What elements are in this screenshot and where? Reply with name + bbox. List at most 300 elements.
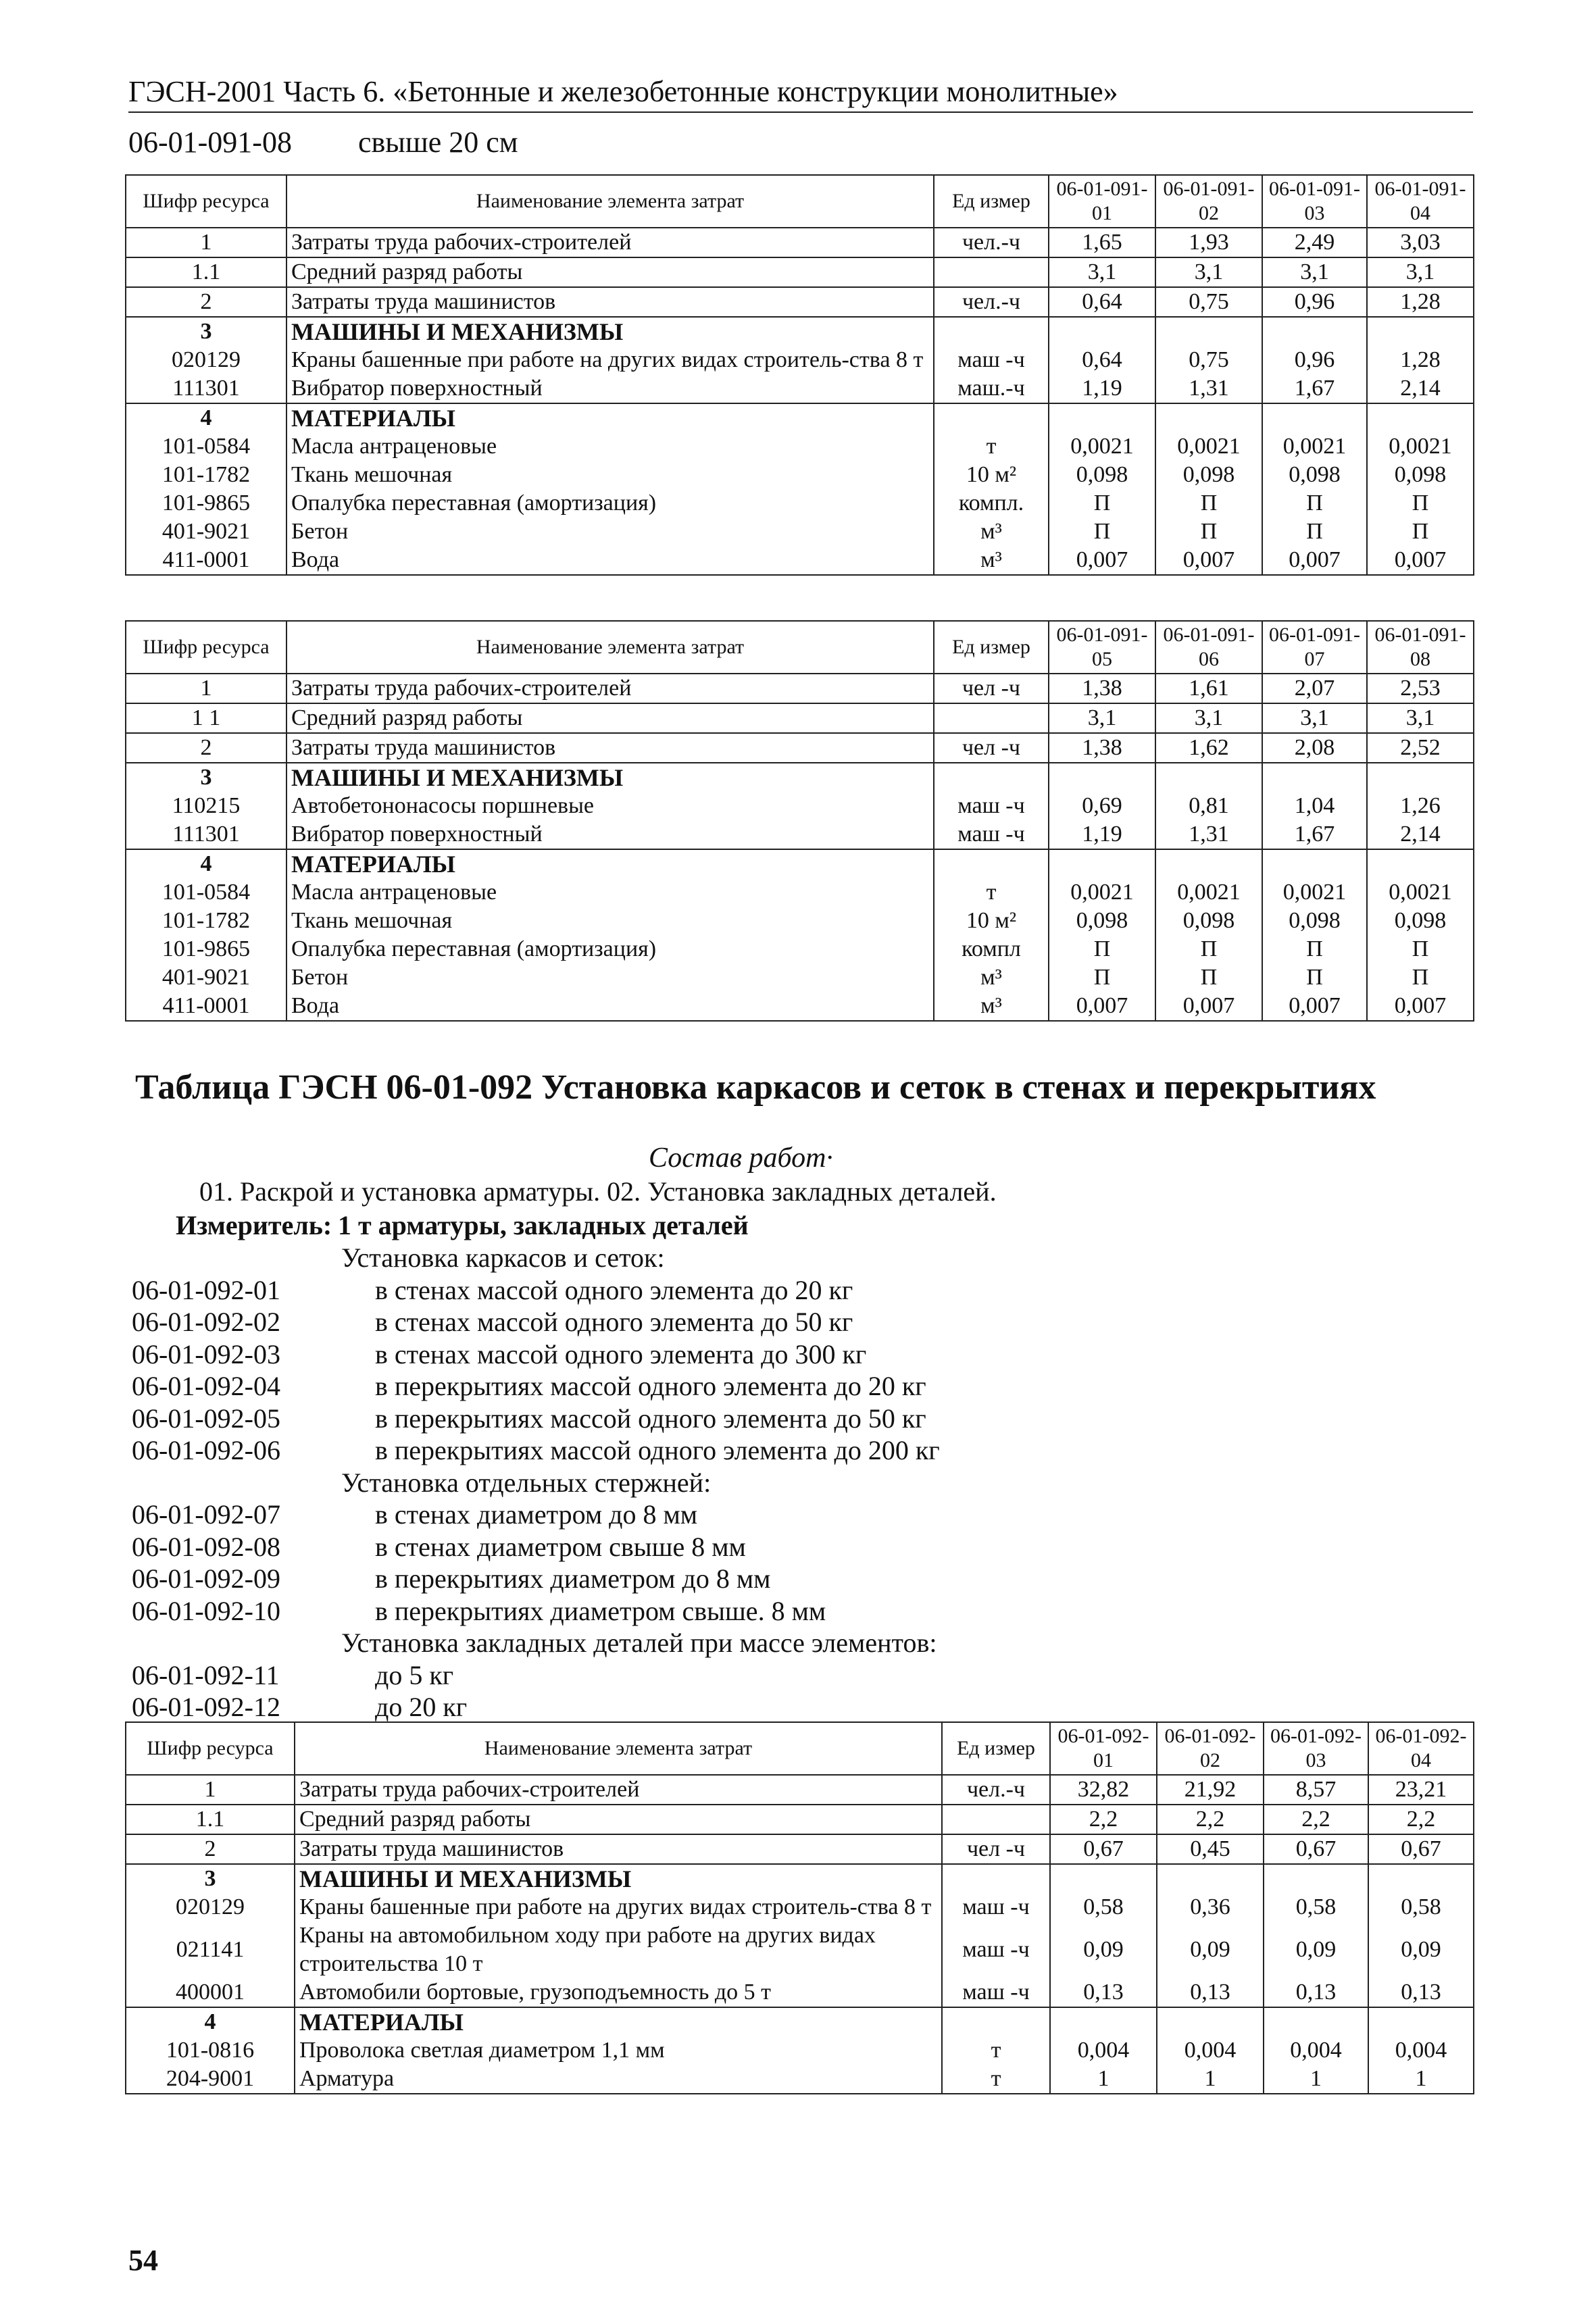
- cell-unit: м³: [934, 963, 1049, 992]
- cell-cost-name: Опалубка переставная (амортизация): [286, 489, 934, 518]
- table-section-row: [126, 1864, 1474, 1893]
- cell-norm-value: [1262, 849, 1367, 878]
- cell-norm-value: 0,67: [1368, 1834, 1474, 1864]
- cell-unit: [934, 403, 1049, 432]
- cell-unit: чел -ч: [934, 733, 1049, 763]
- norm-text: до 20 кг: [375, 1692, 468, 1722]
- cell-norm-value: 0,007: [1049, 546, 1155, 575]
- table-row: [126, 287, 1474, 317]
- list-item: [132, 1274, 940, 1307]
- table-section-row: [126, 403, 1474, 432]
- cell-unit: чел.-ч: [934, 287, 1049, 317]
- cell-norm-value: 0,004: [1368, 2036, 1474, 2065]
- cell-cost-name: Затраты труда рабочих-строителей: [286, 228, 934, 257]
- cell-norm-value: 2,2: [1157, 1805, 1264, 1834]
- cell-norm-value: 0,098: [1367, 907, 1474, 935]
- cell-norm-value: 32,82: [1050, 1775, 1157, 1805]
- cell-resource-code: 101-1782: [126, 907, 286, 935]
- col-header-norm: 06-01-091-07: [1262, 621, 1367, 674]
- subsection-line: [128, 125, 518, 159]
- cell-resource-code: 3: [126, 763, 286, 792]
- cell-norm-value: 0,67: [1264, 1834, 1368, 1864]
- cell-resource-code: 111301: [126, 374, 286, 403]
- cell-resource-code: 1.1: [126, 1805, 295, 1834]
- norm-code: 06-01-092-01: [132, 1274, 280, 1305]
- cell-norm-value: 21,92: [1157, 1775, 1264, 1805]
- cell-norm-value: 0,0021: [1367, 878, 1474, 907]
- measure-value: 1 т арматуры, закладных деталей: [338, 1210, 749, 1240]
- cell-resource-code: 2: [126, 733, 286, 763]
- cell-norm-value: П: [1367, 518, 1474, 546]
- cell-norm-value: [1049, 403, 1155, 432]
- cell-cost-name: Вода: [286, 546, 934, 575]
- col-header-unit: Ед измер: [934, 621, 1049, 674]
- col-header-norm: 06-01-091-04: [1367, 175, 1474, 228]
- measure-line: [176, 1209, 749, 1241]
- list-item: [132, 1691, 940, 1724]
- cell-unit: чел -ч: [942, 1834, 1050, 1864]
- cell-norm-value: 1,19: [1049, 820, 1155, 849]
- norm-text: в перекрытиях диаметром до 8 мм: [375, 1563, 771, 1594]
- cell-norm-value: [1155, 403, 1262, 432]
- cell-unit: маш -ч: [942, 1921, 1050, 1978]
- col-header-norm: 06-01-091-01: [1049, 175, 1155, 228]
- norm-text: в стенах диаметром до 8 мм: [375, 1499, 698, 1530]
- cell-norm-value: 0,007: [1367, 992, 1474, 1021]
- cell-resource-code: 101-9865: [126, 935, 286, 963]
- table-row: [126, 1921, 1474, 1978]
- cell-norm-value: 1,31: [1155, 820, 1262, 849]
- cell-cost-name: МАТЕРИАЛЫ: [286, 849, 934, 878]
- cell-unit: 10 м²: [934, 907, 1049, 935]
- norm-text: в перекрытиях диаметром свыше. 8 мм: [375, 1595, 826, 1626]
- norm-text: в стенах массой одного элемента до 300 кг: [375, 1338, 867, 1369]
- cell-norm-value: П: [1262, 489, 1367, 518]
- table-row: [126, 907, 1474, 935]
- cell-norm-value: 0,0021: [1155, 878, 1262, 907]
- cell-norm-value: 1,67: [1262, 820, 1367, 849]
- cell-norm-value: 1,31: [1155, 374, 1262, 403]
- table-section-row: [126, 317, 1474, 346]
- cell-resource-code: 3: [126, 317, 286, 346]
- cell-norm-value: 2,08: [1262, 733, 1367, 763]
- cell-resource-code: 3: [126, 1864, 295, 1893]
- cell-norm-value: 0,004: [1050, 2036, 1157, 2065]
- cell-norm-value: 0,96: [1262, 346, 1367, 374]
- table-body: [126, 1775, 1474, 2094]
- cell-norm-value: П: [1155, 489, 1262, 518]
- norm-list: [132, 1242, 940, 1724]
- cell-norm-value: 1: [1050, 2065, 1157, 2094]
- norm-code: 06-01-092-09: [132, 1563, 280, 1594]
- cell-norm-value: [1262, 763, 1367, 792]
- cell-norm-value: 0,004: [1157, 2036, 1264, 2065]
- cell-norm-value: 8,57: [1264, 1775, 1368, 1805]
- cell-norm-value: 2,2: [1264, 1805, 1368, 1834]
- cell-resource-code: 020129: [126, 1893, 295, 1921]
- col-header-norm: 06-01-091-02: [1155, 175, 1262, 228]
- cell-norm-value: [1367, 317, 1474, 346]
- cell-norm-value: 0,098: [1262, 461, 1367, 489]
- cell-norm-value: 0,09: [1050, 1921, 1157, 1978]
- cell-norm-value: [1050, 2007, 1157, 2036]
- col-header-norm: 06-01-092-03: [1264, 1722, 1368, 1775]
- cell-norm-value: 0,13: [1157, 1978, 1264, 2007]
- table-row: [126, 489, 1474, 518]
- cell-cost-name: Затраты труда машинистов: [295, 1834, 942, 1864]
- col-header-norm: 06-01-091-05: [1049, 621, 1155, 674]
- cell-unit: [942, 1805, 1050, 1834]
- cell-cost-name: Средний разряд работы: [286, 257, 934, 287]
- cell-norm-value: П: [1262, 935, 1367, 963]
- cell-cost-name: Бетон: [286, 518, 934, 546]
- table-row: [126, 820, 1474, 849]
- norm-code: 06-01-092-12: [132, 1692, 280, 1722]
- cell-norm-value: 0,75: [1155, 287, 1262, 317]
- table-row: [126, 674, 1474, 703]
- cell-resource-code: 1: [126, 674, 286, 703]
- table-row: [126, 374, 1474, 403]
- table-row: [126, 518, 1474, 546]
- cell-norm-value: 1,28: [1367, 287, 1474, 317]
- list-item: [132, 1595, 940, 1628]
- cell-norm-value: [1049, 849, 1155, 878]
- cell-norm-value: [1368, 1864, 1474, 1893]
- cell-norm-value: 3,1: [1155, 257, 1262, 287]
- list-item: [132, 1403, 940, 1435]
- cell-norm-value: [1050, 1864, 1157, 1893]
- cell-norm-value: 2,07: [1262, 674, 1367, 703]
- table-section-row: [126, 849, 1474, 878]
- cell-norm-value: 0,09: [1264, 1921, 1368, 1978]
- cell-unit: маш.-ч: [934, 374, 1049, 403]
- composition-works: 01. Раскрой и установка арматуры. 02. Установка закладных деталей.: [199, 1176, 997, 1207]
- cell-norm-value: 0,36: [1157, 1893, 1264, 1921]
- table-row: [126, 2065, 1474, 2094]
- cell-norm-value: 1,38: [1049, 674, 1155, 703]
- table-row: [126, 546, 1474, 575]
- norm-code: 06-01-092-03: [132, 1338, 280, 1369]
- cell-norm-value: 0,098: [1155, 907, 1262, 935]
- cell-cost-name: Ткань мешочная: [286, 907, 934, 935]
- cell-resource-code: 021141: [126, 1921, 295, 1978]
- col-header-unit: Ед измер: [942, 1722, 1050, 1775]
- cell-resource-code: 020129: [126, 346, 286, 374]
- col-header-norm: 06-01-091-03: [1262, 175, 1367, 228]
- list-item: [132, 1434, 940, 1467]
- cell-norm-value: 0,098: [1049, 461, 1155, 489]
- cell-resource-code: 1 1: [126, 703, 286, 733]
- table-row: [126, 1978, 1474, 2007]
- cell-resource-code: 4: [126, 403, 286, 432]
- norm-text: в стенах массой одного элемента до 50 кг: [375, 1307, 853, 1337]
- cell-resource-code: 1: [126, 1775, 295, 1805]
- resource-table-2: [125, 620, 1474, 1022]
- norm-code: 06-01-092-08: [132, 1531, 280, 1562]
- cell-norm-value: 2,52: [1367, 733, 1474, 763]
- cell-norm-value: 0,69: [1049, 792, 1155, 820]
- cell-norm-value: 0,098: [1155, 461, 1262, 489]
- cell-norm-value: 0,007: [1262, 546, 1367, 575]
- cell-norm-value: 1,65: [1049, 228, 1155, 257]
- cell-resource-code: 204-9001: [126, 2065, 295, 2094]
- table-section-row: [126, 2007, 1474, 2036]
- cell-cost-name: Средний разряд работы: [286, 703, 934, 733]
- list-item: [132, 1338, 940, 1371]
- table-row: [126, 346, 1474, 374]
- cell-resource-code: 4: [126, 2007, 295, 2036]
- cell-norm-value: П: [1155, 935, 1262, 963]
- table-row: [126, 1805, 1474, 1834]
- col-header-norm: 06-01-091-06: [1155, 621, 1262, 674]
- cell-norm-value: 1: [1264, 2065, 1368, 2094]
- cell-unit: [934, 849, 1049, 878]
- cell-resource-code: 401-9021: [126, 518, 286, 546]
- cell-norm-value: 1,62: [1155, 733, 1262, 763]
- cell-norm-value: 0,007: [1367, 546, 1474, 575]
- cell-unit: [934, 703, 1049, 733]
- cell-norm-value: 1,04: [1262, 792, 1367, 820]
- cell-norm-value: 1,67: [1262, 374, 1367, 403]
- norm-text: в стенах диаметром свыше 8 мм: [375, 1531, 746, 1562]
- cell-unit: маш -ч: [942, 1978, 1050, 2007]
- cell-norm-value: [1157, 1864, 1264, 1893]
- cell-norm-value: 0,0021: [1262, 878, 1367, 907]
- cell-norm-value: 1,28: [1367, 346, 1474, 374]
- norm-code: 06-01-092-10: [132, 1595, 280, 1626]
- cell-norm-value: 1: [1157, 2065, 1264, 2094]
- running-header: ГЭСН-2001 Часть 6. «Бетонные и железобетонные конструкции монолитные»: [128, 74, 1473, 113]
- cell-norm-value: П: [1049, 518, 1155, 546]
- cell-unit: компл.: [934, 489, 1049, 518]
- composition-heading: Состав работ·: [649, 1142, 833, 1174]
- list-group-heading: Установка отдельных стержней:: [341, 1467, 712, 1498]
- cell-cost-name: Затраты труда рабочих-строителей: [295, 1775, 942, 1805]
- list-item: [132, 1563, 940, 1595]
- cell-cost-name: Опалубка переставная (амортизация): [286, 935, 934, 963]
- col-header-norm: 06-01-091-08: [1367, 621, 1474, 674]
- norm-code: 06-01-092-06: [132, 1435, 280, 1465]
- col-header-name: Наименование элемента затрат: [295, 1722, 942, 1775]
- cell-cost-name: Вода: [286, 992, 934, 1021]
- cell-norm-value: 0,098: [1367, 461, 1474, 489]
- cell-norm-value: [1367, 763, 1474, 792]
- cell-norm-value: [1367, 403, 1474, 432]
- cell-norm-value: 2,2: [1368, 1805, 1474, 1834]
- cell-norm-value: [1262, 403, 1367, 432]
- table-row: [126, 992, 1474, 1021]
- cell-resource-code: 2: [126, 287, 286, 317]
- cell-norm-value: 0,098: [1049, 907, 1155, 935]
- cell-norm-value: 0,64: [1049, 346, 1155, 374]
- cell-unit: маш -ч: [934, 820, 1049, 849]
- cell-cost-name: Затраты труда машинистов: [286, 287, 934, 317]
- cell-norm-value: П: [1262, 518, 1367, 546]
- cell-norm-value: 0,0021: [1262, 432, 1367, 461]
- cell-norm-value: 2,14: [1367, 820, 1474, 849]
- cell-unit: маш -ч: [934, 346, 1049, 374]
- cell-norm-value: 1,93: [1155, 228, 1262, 257]
- table-row: [126, 461, 1474, 489]
- norm-code: 06-01-092-07: [132, 1499, 280, 1530]
- cell-norm-value: 0,45: [1157, 1834, 1264, 1864]
- col-header-code: Шифр ресурса: [126, 1722, 295, 1775]
- subsection-text: свыше 20 см: [358, 126, 518, 159]
- cell-resource-code: 411-0001: [126, 992, 286, 1021]
- cell-norm-value: [1155, 763, 1262, 792]
- cell-norm-value: 0,09: [1157, 1921, 1264, 1978]
- cell-norm-value: 0,007: [1155, 992, 1262, 1021]
- cell-norm-value: [1049, 317, 1155, 346]
- cell-norm-value: 0,96: [1262, 287, 1367, 317]
- cell-resource-code: 401-9021: [126, 963, 286, 992]
- cell-unit: т: [934, 878, 1049, 907]
- cell-norm-value: 0,007: [1155, 546, 1262, 575]
- cell-cost-name: МАТЕРИАЛЫ: [295, 2007, 942, 2036]
- table-row: [126, 1775, 1474, 1805]
- cell-norm-value: 2,49: [1262, 228, 1367, 257]
- cell-norm-value: 0,58: [1264, 1893, 1368, 1921]
- cell-cost-name: Масла антраценовые: [286, 432, 934, 461]
- cell-norm-value: 0,13: [1050, 1978, 1157, 2007]
- cell-norm-value: 1,61: [1155, 674, 1262, 703]
- table-row: [126, 1834, 1474, 1864]
- cell-cost-name: Краны башенные при работе на других видах строитель-ства 8 т: [295, 1893, 942, 1921]
- cell-unit: т: [934, 432, 1049, 461]
- cell-cost-name: Ткань мешочная: [286, 461, 934, 489]
- cell-cost-name: Вибратор поверхностный: [286, 374, 934, 403]
- col-header-norm: 06-01-092-04: [1368, 1722, 1474, 1775]
- cell-norm-value: 3,1: [1049, 257, 1155, 287]
- cell-norm-value: 3,1: [1049, 703, 1155, 733]
- cell-norm-value: 3,1: [1262, 257, 1367, 287]
- cell-resource-code: 400001: [126, 1978, 295, 2007]
- norm-text: до 5 кг: [375, 1659, 454, 1690]
- cell-cost-name: Арматура: [295, 2065, 942, 2094]
- cell-cost-name: Автобетононасосы поршневые: [286, 792, 934, 820]
- cell-norm-value: П: [1049, 963, 1155, 992]
- resource-table-3: [125, 1721, 1474, 2094]
- norm-code: 06-01-092-05: [132, 1403, 280, 1434]
- cell-norm-value: 0,64: [1049, 287, 1155, 317]
- table-row: [126, 878, 1474, 907]
- cell-cost-name: Затраты труда рабочих-строителей: [286, 674, 934, 703]
- list-item: [132, 1659, 940, 1692]
- cell-norm-value: 0,0021: [1049, 878, 1155, 907]
- page-number: 54: [128, 2244, 158, 2277]
- cell-norm-value: 0,58: [1050, 1893, 1157, 1921]
- cell-cost-name: Средний разряд работы: [295, 1805, 942, 1834]
- cell-norm-value: 3,1: [1367, 257, 1474, 287]
- table-row: [126, 963, 1474, 992]
- cell-norm-value: 1: [1368, 2065, 1474, 2094]
- cell-norm-value: П: [1367, 935, 1474, 963]
- cell-unit: маш -ч: [934, 792, 1049, 820]
- cell-unit: чел.-ч: [942, 1775, 1050, 1805]
- subsection-code: 06-01-091-08: [128, 126, 292, 159]
- cell-cost-name: Проволока светлая диаметром 1,1 мм: [295, 2036, 942, 2065]
- cell-resource-code: 1: [126, 228, 286, 257]
- cell-unit: компл: [934, 935, 1049, 963]
- table-row: [126, 2036, 1474, 2065]
- cell-resource-code: 101-0584: [126, 432, 286, 461]
- cell-cost-name: Масла антраценовые: [286, 878, 934, 907]
- cell-resource-code: 2: [126, 1834, 295, 1864]
- table-row: [126, 935, 1474, 963]
- norm-text: в стенах массой одного элемента до 20 кг: [375, 1274, 853, 1305]
- table-body: [126, 674, 1474, 1021]
- resource-table-1: [125, 174, 1474, 576]
- norm-text: в перекрытиях массой одного элемента до 50 кг: [375, 1403, 926, 1434]
- cell-norm-value: 0,007: [1049, 992, 1155, 1021]
- cell-norm-value: [1155, 849, 1262, 878]
- cell-resource-code: 111301: [126, 820, 286, 849]
- cell-norm-value: 0,0021: [1155, 432, 1262, 461]
- cell-norm-value: 0,67: [1050, 1834, 1157, 1864]
- list-item: [132, 1531, 940, 1563]
- norm-code: 06-01-092-04: [132, 1371, 280, 1401]
- cell-unit: чел.-ч: [934, 228, 1049, 257]
- cell-norm-value: 1,38: [1049, 733, 1155, 763]
- cell-norm-value: П: [1049, 935, 1155, 963]
- cell-norm-value: 3,03: [1367, 228, 1474, 257]
- list-item: [132, 1306, 940, 1338]
- cell-norm-value: 0,0021: [1049, 432, 1155, 461]
- cell-resource-code: 110215: [126, 792, 286, 820]
- norm-code: 06-01-092-11: [132, 1659, 280, 1690]
- cell-norm-value: 0,75: [1155, 346, 1262, 374]
- table-row: [126, 703, 1474, 733]
- cell-norm-value: 0,09: [1368, 1921, 1474, 1978]
- cell-resource-code: 1.1: [126, 257, 286, 287]
- table-row: [126, 792, 1474, 820]
- list-item: [132, 1370, 940, 1403]
- cell-unit: [942, 2007, 1050, 2036]
- col-header-name: Наименование элемента затрат: [286, 175, 934, 228]
- cell-unit: чел -ч: [934, 674, 1049, 703]
- cell-unit: [934, 763, 1049, 792]
- cell-norm-value: 0,13: [1368, 1978, 1474, 2007]
- table-section-row: [126, 763, 1474, 792]
- cell-norm-value: 1,19: [1049, 374, 1155, 403]
- cell-unit: маш -ч: [942, 1893, 1050, 1921]
- norm-text: в перекрытиях массой одного элемента до 20 кг: [375, 1371, 926, 1401]
- cell-norm-value: [1155, 317, 1262, 346]
- list-item: [132, 1499, 940, 1531]
- cell-unit: т: [942, 2065, 1050, 2094]
- cell-norm-value: 3,1: [1155, 703, 1262, 733]
- cell-norm-value: [1264, 2007, 1368, 2036]
- cell-norm-value: 3,1: [1262, 703, 1367, 733]
- col-header-norm: 06-01-092-02: [1157, 1722, 1264, 1775]
- cell-cost-name: Краны на автомобильном ходу при работе на других видах строительства 10 т: [295, 1921, 942, 1978]
- cell-resource-code: 4: [126, 849, 286, 878]
- cell-resource-code: 101-1782: [126, 461, 286, 489]
- cell-cost-name: Бетон: [286, 963, 934, 992]
- cell-unit: м³: [934, 546, 1049, 575]
- measure-label: Измеритель:: [176, 1210, 332, 1240]
- cell-norm-value: П: [1155, 518, 1262, 546]
- cell-cost-name: Автомобили бортовые, грузоподъемность до 5 т: [295, 1978, 942, 2007]
- cell-resource-code: 101-0584: [126, 878, 286, 907]
- cell-cost-name: МАШИНЫ И МЕХАНИЗМЫ: [295, 1864, 942, 1893]
- cell-norm-value: [1367, 849, 1474, 878]
- col-header-code: Шифр ресурса: [126, 621, 286, 674]
- cell-cost-name: Затраты труда машинистов: [286, 733, 934, 763]
- cell-unit: т: [942, 2036, 1050, 2065]
- col-header-code: Шифр ресурса: [126, 175, 286, 228]
- cell-norm-value: 0,004: [1264, 2036, 1368, 2065]
